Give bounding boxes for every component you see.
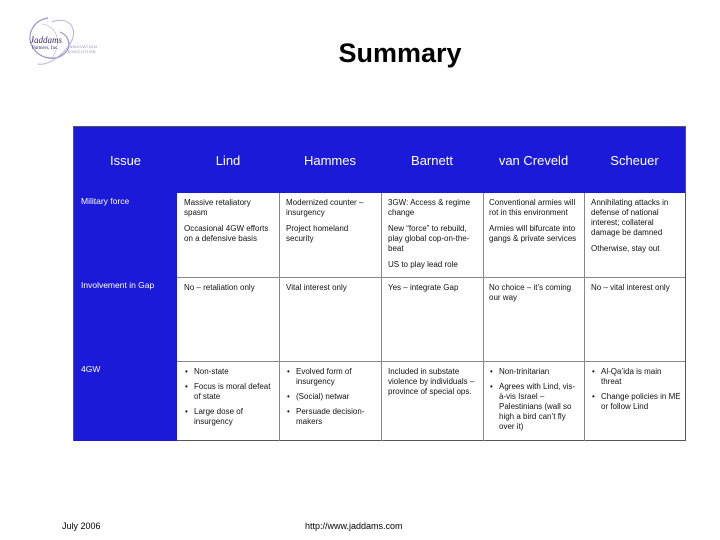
- page-title: Summary: [338, 38, 462, 68]
- summary-table: [73, 126, 686, 441]
- column-divider: [381, 193, 382, 441]
- bullet-item: • Persuade decision-makers: [296, 407, 376, 427]
- bullet-item: • Agrees with Lind, vis-à-vis Israel – Palestinians (wall so high a bird can’t fly over it): [499, 382, 579, 432]
- cell-text: Vital interest only: [286, 283, 347, 292]
- cell-text: 3GW: Access & regime change: [388, 198, 471, 217]
- header-scheuer: Scheuer: [610, 152, 659, 168]
- cell-gap-barnett: [388, 283, 478, 299]
- cell-text: Project homeland security: [286, 224, 349, 243]
- cell-text: Modernized counter – insurgency: [286, 198, 364, 217]
- bullet-item: • Evolved form of insurgency: [296, 367, 376, 387]
- cell-text: Massive retaliatory spasm: [184, 198, 251, 217]
- cell-4gw-hammes: [286, 367, 376, 432]
- cell-text: Otherwise, stay out: [591, 244, 660, 253]
- header-van-creveld: van Creveld: [498, 152, 569, 168]
- row-label-4gw: 4GW: [74, 361, 177, 441]
- cell-gap-lind: [184, 283, 274, 299]
- cell-4gw-lind: [184, 367, 274, 432]
- bullet-item: • (Social) netwar: [296, 392, 376, 402]
- column-divider: [279, 193, 280, 441]
- table-header: [74, 127, 685, 193]
- footer-date: July 2006: [62, 521, 101, 531]
- cell-text: Included in substate violence by individuals – province of special ops.: [388, 367, 475, 396]
- logo-tagline: INNOVATION · EXECUTION: [68, 44, 101, 54]
- bullet-item: • Focus is moral defeat of state: [194, 382, 274, 402]
- cell-text: Conventional armies will rot in this environment: [489, 198, 576, 217]
- cell-text: US to play lead role: [388, 260, 458, 269]
- cell-gap-hammes: [286, 283, 376, 299]
- cell-4gw-scheuer: [591, 367, 681, 417]
- cell-military-force-barnett: [388, 198, 478, 276]
- company-logo: [18, 14, 118, 72]
- column-divider: [483, 193, 484, 441]
- logo-wordmark: Jaddams: [30, 35, 62, 45]
- cell-text: Yes – integrate Gap: [388, 283, 459, 292]
- cell-gap-van-creveld: [489, 283, 579, 309]
- bullet-item: • Al-Qa’ida is main threat: [601, 367, 681, 387]
- header-hammes: Hammes: [303, 152, 356, 168]
- row-label-military-force: Military force: [74, 193, 177, 277]
- cell-military-force-scheuer: [591, 198, 681, 260]
- column-divider: [584, 193, 585, 441]
- header-lind: Lind: [215, 152, 241, 168]
- row-divider: [177, 277, 685, 278]
- header-barnett: Barnett: [411, 152, 453, 168]
- header-issue: Issue: [109, 152, 142, 168]
- cell-military-force-hammes: [286, 198, 376, 250]
- cell-text: No choice – it’s coming our way: [489, 283, 572, 302]
- cell-military-force-van-creveld: [489, 198, 579, 250]
- row-divider: [177, 361, 685, 362]
- cell-4gw-barnett: [388, 367, 478, 403]
- cell-4gw-van-creveld: [489, 367, 579, 437]
- bullet-item: • Non-trinitarian: [499, 367, 579, 377]
- cell-gap-scheuer: [591, 283, 681, 299]
- logo-subline: Partners, Inc.: [32, 46, 59, 51]
- bullet-item: • Large dose of insurgency: [194, 407, 274, 427]
- cell-military-force-lind: [184, 198, 274, 250]
- bullet-item: • Change policies in ME or follow Lind: [601, 392, 681, 412]
- footer-url: http://www.jaddams.com: [305, 521, 403, 531]
- cell-text: Annihilating attacks in defense of national interest; collateral damage be damned: [591, 198, 669, 237]
- cell-text: Armies will bifurcate into gangs & private services: [489, 224, 577, 243]
- bullet-item: • Non-state: [194, 367, 274, 377]
- cell-text: No – retaliation only: [184, 283, 255, 292]
- cell-text: Occasional 4GW efforts on a defensive basis: [184, 224, 269, 243]
- cell-text: New “force” to rebuild, play global cop-on-the-beat: [388, 224, 470, 253]
- cell-text: No – vital interest only: [591, 283, 670, 292]
- row-label-involvement-in-gap: Involvement in Gap: [74, 277, 177, 361]
